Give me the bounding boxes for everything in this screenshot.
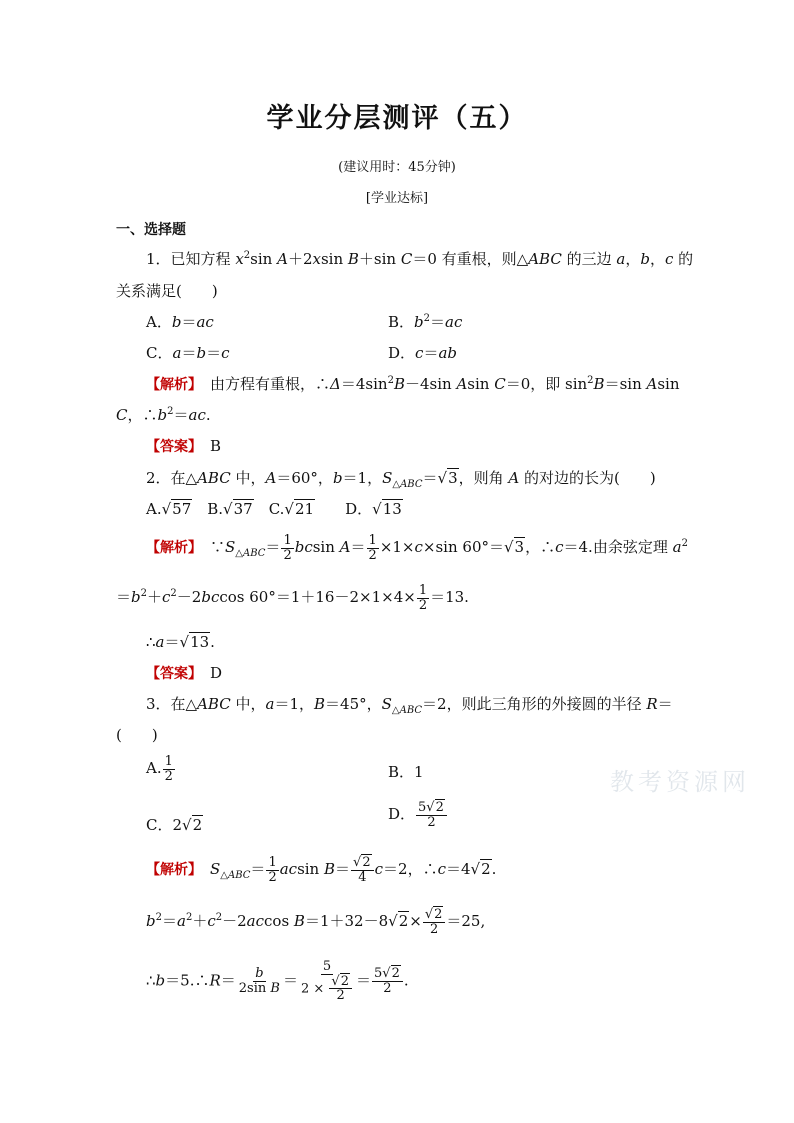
- q3-option-c: C．2√2: [146, 816, 203, 834]
- q3-analysis-line3: ∴b＝5.∴R＝ $\frac{b}{\text{2sin B}}$ ＝ 5 2 × $\frac{√2}{2}$ ＝ $\frac{5√2}{2}$ .: [146, 959, 409, 1004]
- part-heading: 一、选择题: [116, 222, 186, 238]
- analysis-label: 【解析】: [146, 540, 195, 557]
- q2-answer: 【答案】 D: [146, 664, 223, 682]
- q1-stem-line2: 关系满足( ): [116, 282, 218, 300]
- q3-stem-line1: 3．在△ABC 中，a＝1，B＝45°，$S_{\triangle ABC}=2$，则此三角形的外接圆的半径 R＝: [146, 695, 673, 716]
- q3-analysis-line1: 【解析】 $S_{\triangle ABC}=$ $\frac{1}{2}$ acsin B＝ $\frac{√2}{4}$ c＝2，∴c＝4√2.: [146, 855, 497, 885]
- q1-option-a: A．b＝ac: [146, 313, 214, 331]
- q3-option-a: A. $\frac{1}{2}$: [146, 754, 173, 784]
- section-label: [学业达标]: [365, 191, 429, 206]
- q1-option-c: C．a＝b＝c: [146, 344, 230, 362]
- answer-label: 【答案】: [146, 439, 195, 455]
- q2-stem: 2．在△ABC 中，A＝60°，b＝1，$S_{\triangle ABC}=√3$，则角 A 的对边的长为( ): [146, 469, 656, 490]
- q2-analysis-line2: $=b^2+c^2-2bccos$ 60°＝1＋16－2×1×4× $\frac{1}{2}$ ＝13.: [116, 583, 469, 613]
- q1-analysis-line1: 【解析】 由方程有重根，$\therefore\Delta=4\sin^2B-4\sin$ Asin C＝0，即 $\sin^2B=\sin$ Asin: [146, 375, 680, 393]
- watermark-text: 教考资源网: [610, 768, 750, 796]
- q1-option-d: D．c＝ab: [388, 344, 457, 362]
- q2-options: A.√57 B.√37 C.√21 D．√13: [146, 500, 402, 518]
- q3-stem-line2: ( ): [116, 726, 158, 744]
- q3-analysis-line2: $b^2=a^2+c^2-2accos$ B＝1＋32－8√2× $\frac{√2}{2}$ ＝25,: [146, 907, 486, 937]
- analysis-label: 【解析】: [146, 862, 195, 879]
- time-note: (建议用时：45分钟): [338, 160, 456, 175]
- q1-option-b: B．$b^2=ac$: [388, 313, 463, 331]
- q2-analysis-line3: ∴a＝√13.: [146, 633, 215, 651]
- analysis-label: 【解析】: [146, 377, 195, 393]
- q2-analysis-line1: 【解析】 $\because S_{\triangle ABC}=$ $\frac{1}{2}$ bcsin A＝ $\frac{1}{2}$ ×1×c×sin 60°＝√3，∴c＝4.由余弦定理 $a^2$: [146, 533, 688, 563]
- q1-stem-line1: 1．已知方程 $x^2\sin$ A＋2xsin B＋sin C＝0 有重根，则△ABC 的三边 a，b，c 的: [146, 250, 694, 268]
- q1-answer: 【答案】 B: [146, 437, 222, 455]
- q3-option-d: D． $\frac{5√2}{2}$: [388, 801, 448, 829]
- page-title: 学业分层测评（五）: [266, 103, 528, 134]
- q1-analysis-line2: C，$\therefore b^2=ac$.: [116, 406, 211, 424]
- q3-option-b: B．1: [388, 763, 424, 781]
- answer-label: 【答案】: [146, 666, 195, 682]
